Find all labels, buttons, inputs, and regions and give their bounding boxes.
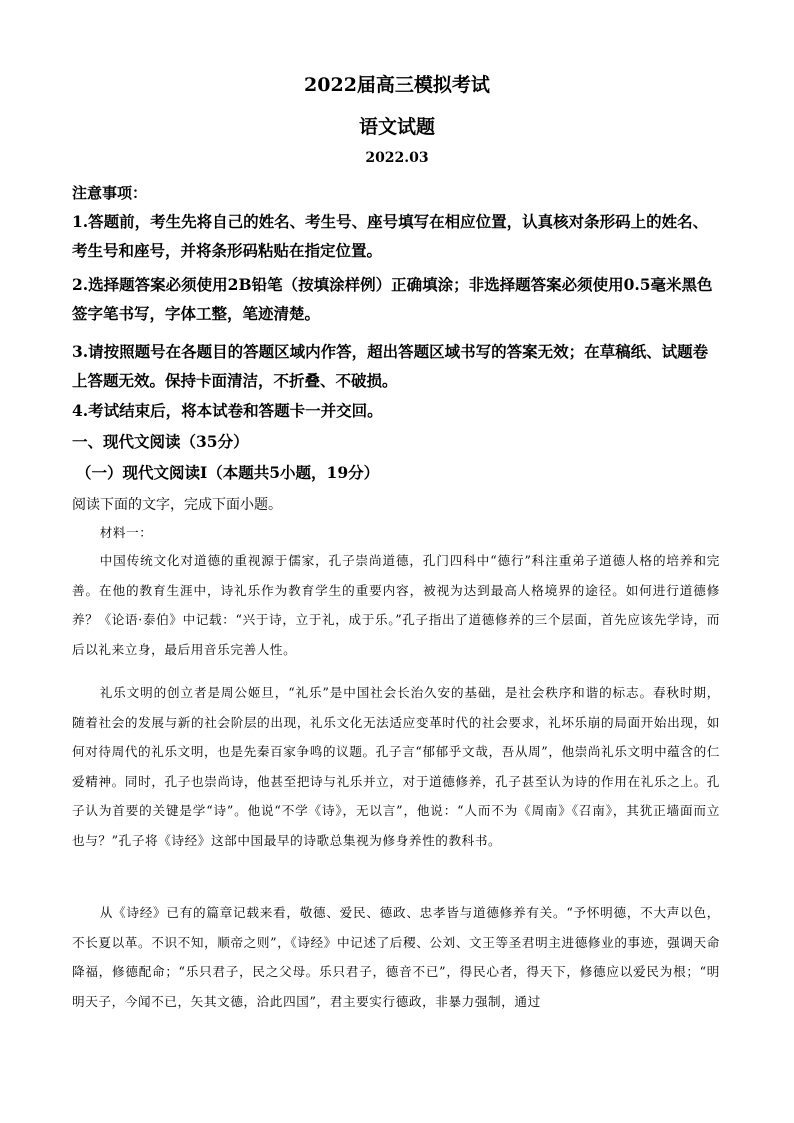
section-subtitle: （一）现代文阅读I（本题共5小题，19分）	[76, 463, 380, 482]
notice-heading: 注意事项：	[72, 184, 148, 202]
subject-title: 语文试题	[358, 116, 435, 138]
material-paragraph-2: 礼乐文明的创立者是周公姬旦，“礼乐”是中国社会长治久安的基础，是社会秩序和谐的标志。春秋时期，随着社会的发展与新的社会阶层的出现，礼乐文化无法适应变革时代的社会要求，礼坏乐崩的局面开始出现，如何对待周代的礼乐文明，也是先秦百家争鸣的议题。孔子言“郁郁乎文哉，吾从周”，他崇尚礼乐文明中蕴含的仁爱精神。同时，孔子也崇尚诗，他甚至把诗与礼乐并立，对于道德修养，孔子甚至认为诗的作用在礼乐之上。孔子认为首要的关键是学“诗”。他说“不学《诗》，无以言”，他说：“人而不为《周南》《召南》，其犹正墙面而立也与？”孔子将《诗经》这部中国最早的诗歌总集视为修身养性的教科书。	[72, 685, 720, 848]
material-paragraph-1: 中国传统文化对道德的重视源于儒家，孔子崇尚道德，孔门四科中“德行”科注重弟子道德人格的培养和完善。在他的教育生涯中，诗礼乐作为教育学生的重要内容，被视为达到最高人格境界的途径。如何进行道德修养？《论语·泰伯》中记载：“兴于诗，立于礼，成于乐。”孔子指出了道德修养的三个层面，首先应该先学诗，而后以礼来立身，最后用音乐完善人性。	[72, 553, 720, 657]
notice-item-3: 3.请按照题号在各题目的答题区域内作答，超出答题区域书写的答案无效；在草稿纸、试题卷上答题无效。保持卡面清洁，不折叠、不破损。	[72, 342, 709, 390]
material-label: 材料一：	[99, 525, 153, 540]
section-title: 一、现代文阅读（35分）	[72, 432, 249, 451]
notice-item-2: 2.选择题答案必须使用2B铅笔（按填涂样例）正确填涂；非选择题答案必须使用0.5毫米黑色签字笔书写，字体工整，笔迹清楚。	[72, 275, 713, 323]
notice-item-4: 4.考试结束后，将本试卷和答题卡一并交回。	[72, 401, 383, 420]
material-paragraph-3: 从《诗经》已有的篇章记载来看，敬德、爱民、德政、忠孝皆与道德修养有关。“予怀明德，不大声以色，不长夏以革。不识不知，顺帝之则”，《诗经》中记述了后稷、公刘、文王等圣君明主进德修业的事迹，强调天命降福，修德配命；“乐只君子，民之父母。乐只君子，德音不已”，得民心者，得天下，修德应以爱民为根；“明明天子，今闻不已，矢其文德，洽此四国”，君主要实行德政，非暴力强制，通过	[72, 905, 720, 1009]
exam-title: 2022届高三模拟考试	[304, 74, 490, 96]
reading-instruction: 阅读下面的文字，完成下面小题。	[72, 497, 282, 513]
notice-item-1: 1.答题前，考生先将自己的姓名、考生号、座号填写在相应位置，认真核对条形码上的姓名、考生号和座号，并将条形码粘贴在指定位置。	[72, 212, 709, 260]
exam-date: 2022.03	[365, 150, 429, 166]
